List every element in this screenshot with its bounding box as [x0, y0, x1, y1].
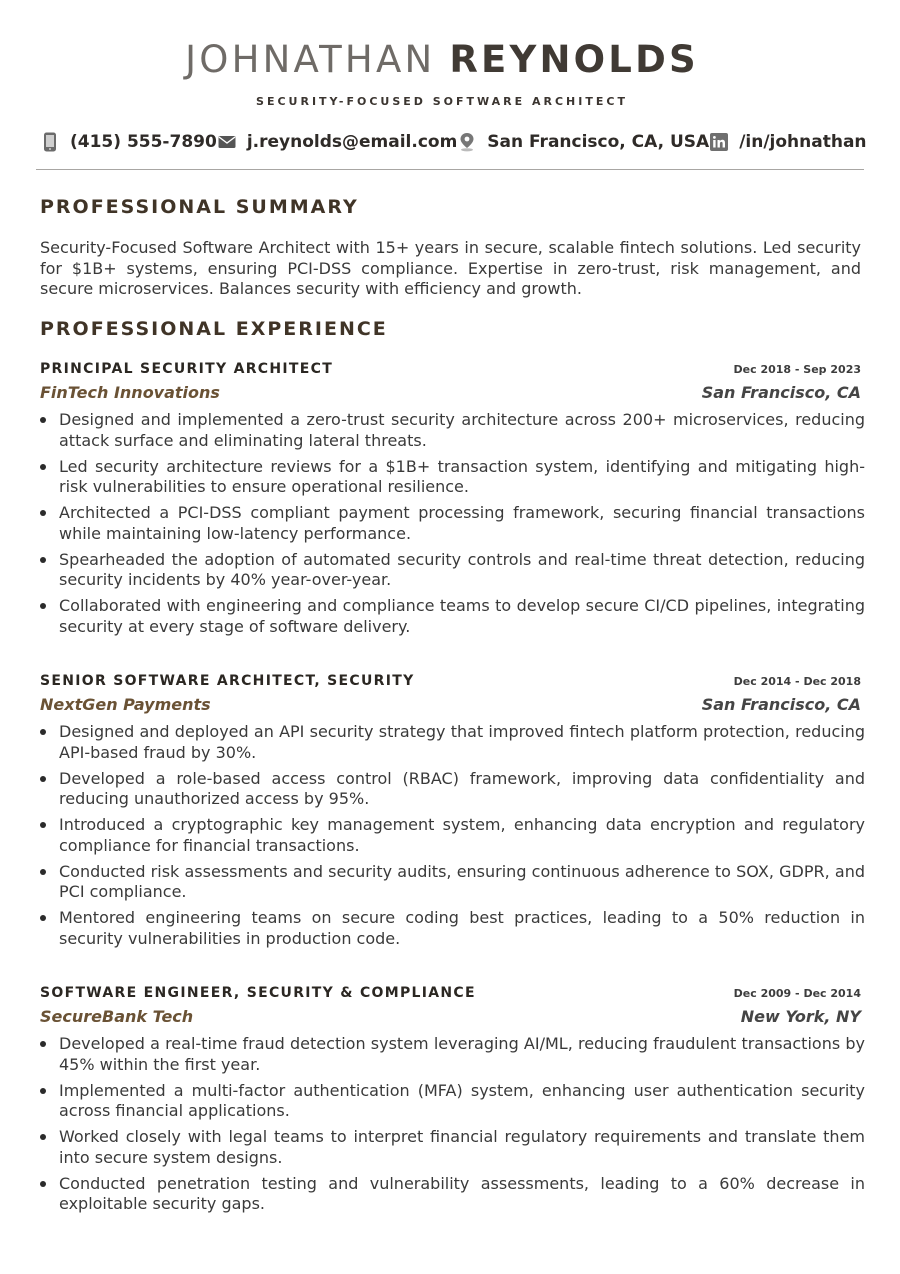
phone-icon: [40, 132, 60, 152]
contact-phone: [40, 132, 217, 152]
company-name: SecureBank Tech: [40, 1007, 194, 1026]
contact-location: [457, 132, 709, 152]
experience-heading: PROFESSIONAL EXPERIENCE: [40, 318, 388, 340]
phone-text[interactable]: (415) 555-7890: [70, 132, 217, 152]
bullet-item: Mentored engineering teams on secure coding best practices, leading to a 50% reduction in security vulnerabilities in production code.: [40, 908, 865, 949]
bullet-item: Worked closely with legal teams to interpret financial regulatory requirements and translate them into secure system designs.: [40, 1127, 865, 1168]
bullet-dot: [40, 603, 46, 609]
bullet-dot: [40, 557, 46, 563]
bullet-item: Designed and implemented a zero-trust security architecture across 200+ microservices, reducing attack surface and eliminating lateral threats.: [40, 410, 865, 451]
bullet-item: Led security architecture reviews for a $1B+ transaction system, identifying and mitigating high-risk vulnerabilities to ensure operational resilience.: [40, 457, 865, 498]
summary-text: Security-Focused Software Architect with 15+ years in secure, scalable fintech solutions. Led security for $1B+ systems, ensuring PCI-DSS compliance. Expertise in zero-trust, risk management, and secure microservices. Balances security with efficiency and growth.: [40, 238, 861, 299]
job-title: SENIOR SOFTWARE ARCHITECT, SECURITY: [40, 673, 415, 689]
job-title: SOFTWARE ENGINEER, SECURITY & COMPLIANCE: [40, 985, 476, 1001]
bullet-item: Architected a PCI-DSS compliant payment processing framework, securing financial transactions while maintaining low-latency performance.: [40, 503, 865, 544]
bullet-dot: [40, 822, 46, 828]
bullet-dot: [40, 417, 46, 423]
bullet-item: Developed a real-time fraud detection system leveraging AI/ML, reducing fraudulent transactions by 45% within the first year.: [40, 1034, 865, 1075]
job-dates: Dec 2018 - Sep 2023: [733, 363, 861, 376]
bullet-item: Developed a role-based access control (RBAC) framework, improving data confidentiality and reducing unauthorized access by 95%.: [40, 769, 865, 810]
job-location: San Francisco, CA: [701, 695, 861, 714]
bullet-item: Designed and deployed an API security strategy that improved fintech platform protection, reducing API-based fraud by 30%.: [40, 722, 865, 763]
email-icon: [217, 132, 237, 152]
header-divider: [36, 169, 864, 170]
last-name: REYNOLDS: [449, 38, 699, 81]
job-dates: Dec 2009 - Dec 2014: [733, 987, 861, 1000]
bullet-dot: [40, 1041, 46, 1047]
job-location: New York, NY: [740, 1007, 861, 1026]
job-bullets: [40, 722, 865, 949]
bullet-dot: [40, 869, 46, 875]
location-text: San Francisco, CA, USA: [487, 132, 710, 152]
summary-heading: PROFESSIONAL SUMMARY: [40, 196, 359, 218]
job-title: PRINCIPAL SECURITY ARCHITECT: [40, 361, 334, 377]
bullet-dot: [40, 729, 46, 735]
bullet-dot: [40, 464, 46, 470]
bullet-dot: [40, 510, 46, 516]
linkedin-icon: [709, 132, 729, 152]
bullet-dot: [40, 915, 46, 921]
location-pin-icon: [457, 132, 477, 152]
bullet-item: Spearheaded the adoption of automated security controls and real-time threat detection, reducing security incidents by 40% year-over-year.: [40, 550, 865, 591]
job-bullets: [40, 410, 865, 637]
bullet-item: Implemented a multi-factor authentication (MFA) system, enhancing user authentication security across financial applications.: [40, 1081, 865, 1122]
contact-email: [217, 132, 457, 152]
first-name: JOHNATHAN: [185, 38, 436, 81]
job-bullets: [40, 1034, 865, 1215]
bullet-item: Collaborated with engineering and compliance teams to develop secure CI/CD pipelines, integrating security at every stage of software delivery.: [40, 596, 865, 637]
bullet-item: Conducted penetration testing and vulnerability assessments, leading to a 60% decrease in exploitable security gaps.: [40, 1174, 865, 1215]
linkedin-text[interactable]: /in/johnathan: [739, 132, 867, 152]
bullet-dot: [40, 1181, 46, 1187]
contact-linkedin: [709, 132, 866, 152]
email-text[interactable]: j.reynolds@email.com: [246, 132, 458, 152]
company-name: FinTech Innovations: [40, 383, 220, 402]
bullet-dot: [40, 776, 46, 782]
company-name: NextGen Payments: [40, 695, 211, 714]
job-location: San Francisco, CA: [701, 383, 861, 402]
job-entry: [40, 985, 865, 1220]
job-dates: Dec 2014 - Dec 2018: [733, 675, 861, 688]
bullet-item: Introduced a cryptographic key management system, enhancing data encryption and regulatory compliance for financial transactions.: [40, 815, 865, 856]
job-subtitle: SECURITY-FOCUSED SOFTWARE ARCHITECT: [256, 95, 628, 108]
job-entry: [40, 673, 865, 955]
candidate-name: [0, 38, 884, 82]
contact-bar: [40, 129, 867, 155]
bullet-dot: [40, 1088, 46, 1094]
bullet-dot: [40, 1134, 46, 1140]
bullet-item: Conducted risk assessments and security audits, ensuring continuous adherence to SOX, GDPR, and PCI compliance.: [40, 862, 865, 903]
job-entry: [40, 361, 865, 643]
